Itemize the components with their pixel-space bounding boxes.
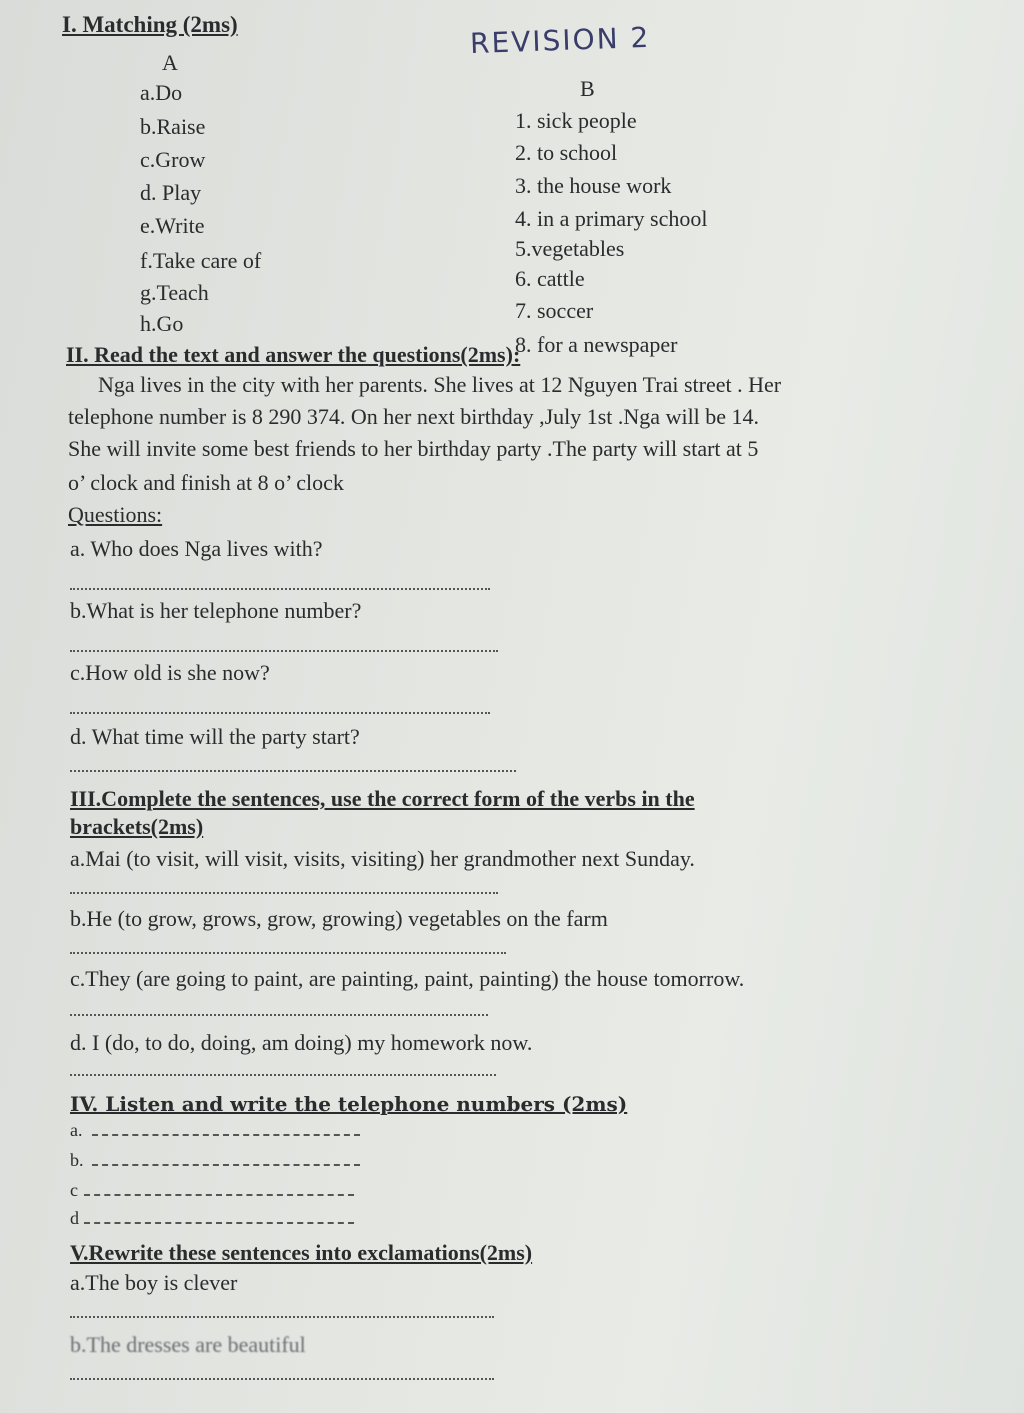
- match-a-item: b.Raise: [140, 114, 206, 139]
- passage-line: telephone number is 8 290 374. On her next birthday ,July 1st .Nga will be 14.: [68, 404, 760, 429]
- section-4-title: IV. Listen and write the telephone numbers (2ms): [70, 1092, 628, 1116]
- column-b-header: B: [580, 76, 595, 101]
- answer-line[interactable]: [70, 952, 506, 954]
- section-5-title: V.Rewrite these sentences into exclamations(2ms): [70, 1240, 533, 1265]
- answer-line[interactable]: [70, 1316, 494, 1318]
- passage-line: Nga lives in the city with her parents. She lives at 12 Nguyen Trai street . Her: [98, 372, 782, 397]
- sentence-item: b.He (to grow, grows, grow, growing) vegetables on the farm: [70, 906, 608, 931]
- question-item: c.How old is she now?: [70, 660, 270, 685]
- section-2-title: II. Read the text and answer the questions(2ms):: [66, 342, 521, 367]
- answer-line[interactable]: [70, 1014, 488, 1016]
- sentence-item: d. I (do, to do, doing, am doing) my homework now.: [70, 1030, 533, 1055]
- match-b-item: 3. the house work: [515, 173, 672, 198]
- phone-answer-line[interactable]: [92, 1164, 360, 1166]
- questions-label: Questions:: [68, 502, 163, 527]
- match-b-item: 8. for a newspaper: [515, 332, 678, 357]
- answer-line[interactable]: [70, 712, 490, 714]
- phone-item-label: c: [70, 1180, 78, 1200]
- exclamation-item: b.The dresses are beautiful: [70, 1332, 306, 1357]
- match-a-item: f.Take care of: [140, 248, 262, 273]
- match-b-item: 7. soccer: [515, 298, 594, 323]
- section-3-title-cont: brackets(2ms): [70, 814, 204, 839]
- match-a-item: e.Write: [140, 213, 205, 238]
- phone-answer-line[interactable]: [84, 1194, 354, 1196]
- answer-line[interactable]: [70, 1074, 496, 1076]
- phone-answer-line[interactable]: [92, 1134, 360, 1136]
- answer-line[interactable]: [70, 770, 516, 772]
- phone-answer-line[interactable]: [84, 1222, 354, 1224]
- match-a-item: c.Grow: [140, 147, 206, 172]
- sentence-item: a.Mai (to visit, will visit, visits, visiting) her grandmother next Sunday.: [70, 846, 695, 871]
- match-b-item: 2. to school: [515, 140, 618, 165]
- phone-item-label: d: [70, 1208, 79, 1228]
- revision-note: REVISION 2: [469, 20, 651, 61]
- exclamation-item: a.The boy is clever: [70, 1270, 238, 1295]
- sentence-item: c.They (are going to paint, are painting, paint, painting) the house tomorrow.: [70, 966, 745, 991]
- answer-line[interactable]: [70, 892, 498, 894]
- question-item: b.What is her telephone number?: [70, 598, 362, 623]
- question-item: d. What time will the party start?: [70, 724, 360, 749]
- match-a-item: g.Teach: [140, 280, 209, 305]
- match-a-item: a.Do: [140, 80, 183, 105]
- passage-line: o’ clock and finish at 8 o’ clock: [68, 470, 344, 495]
- match-a-item: h.Go: [140, 311, 184, 336]
- match-b-item: 5.vegetables: [515, 236, 625, 261]
- section-3-title: III.Complete the sentences, use the correct form of the verbs in the: [70, 786, 695, 811]
- answer-line[interactable]: [70, 1378, 494, 1380]
- column-a-header: A: [162, 50, 178, 75]
- answer-line[interactable]: [70, 588, 490, 590]
- passage-line: She will invite some best friends to her birthday party .The party will start at 5: [68, 436, 759, 461]
- phone-item-label: a.: [70, 1120, 83, 1140]
- match-a-item: d. Play: [140, 180, 202, 205]
- question-item: a. Who does Nga lives with?: [70, 536, 323, 561]
- answer-line[interactable]: [70, 650, 498, 652]
- phone-item-label: b.: [70, 1150, 84, 1170]
- match-b-item: 1. sick people: [515, 108, 637, 133]
- match-b-item: 6. cattle: [515, 266, 585, 291]
- match-b-item: 4. in a primary school: [515, 206, 708, 231]
- section-1-title: I. Matching (2ms): [62, 12, 238, 37]
